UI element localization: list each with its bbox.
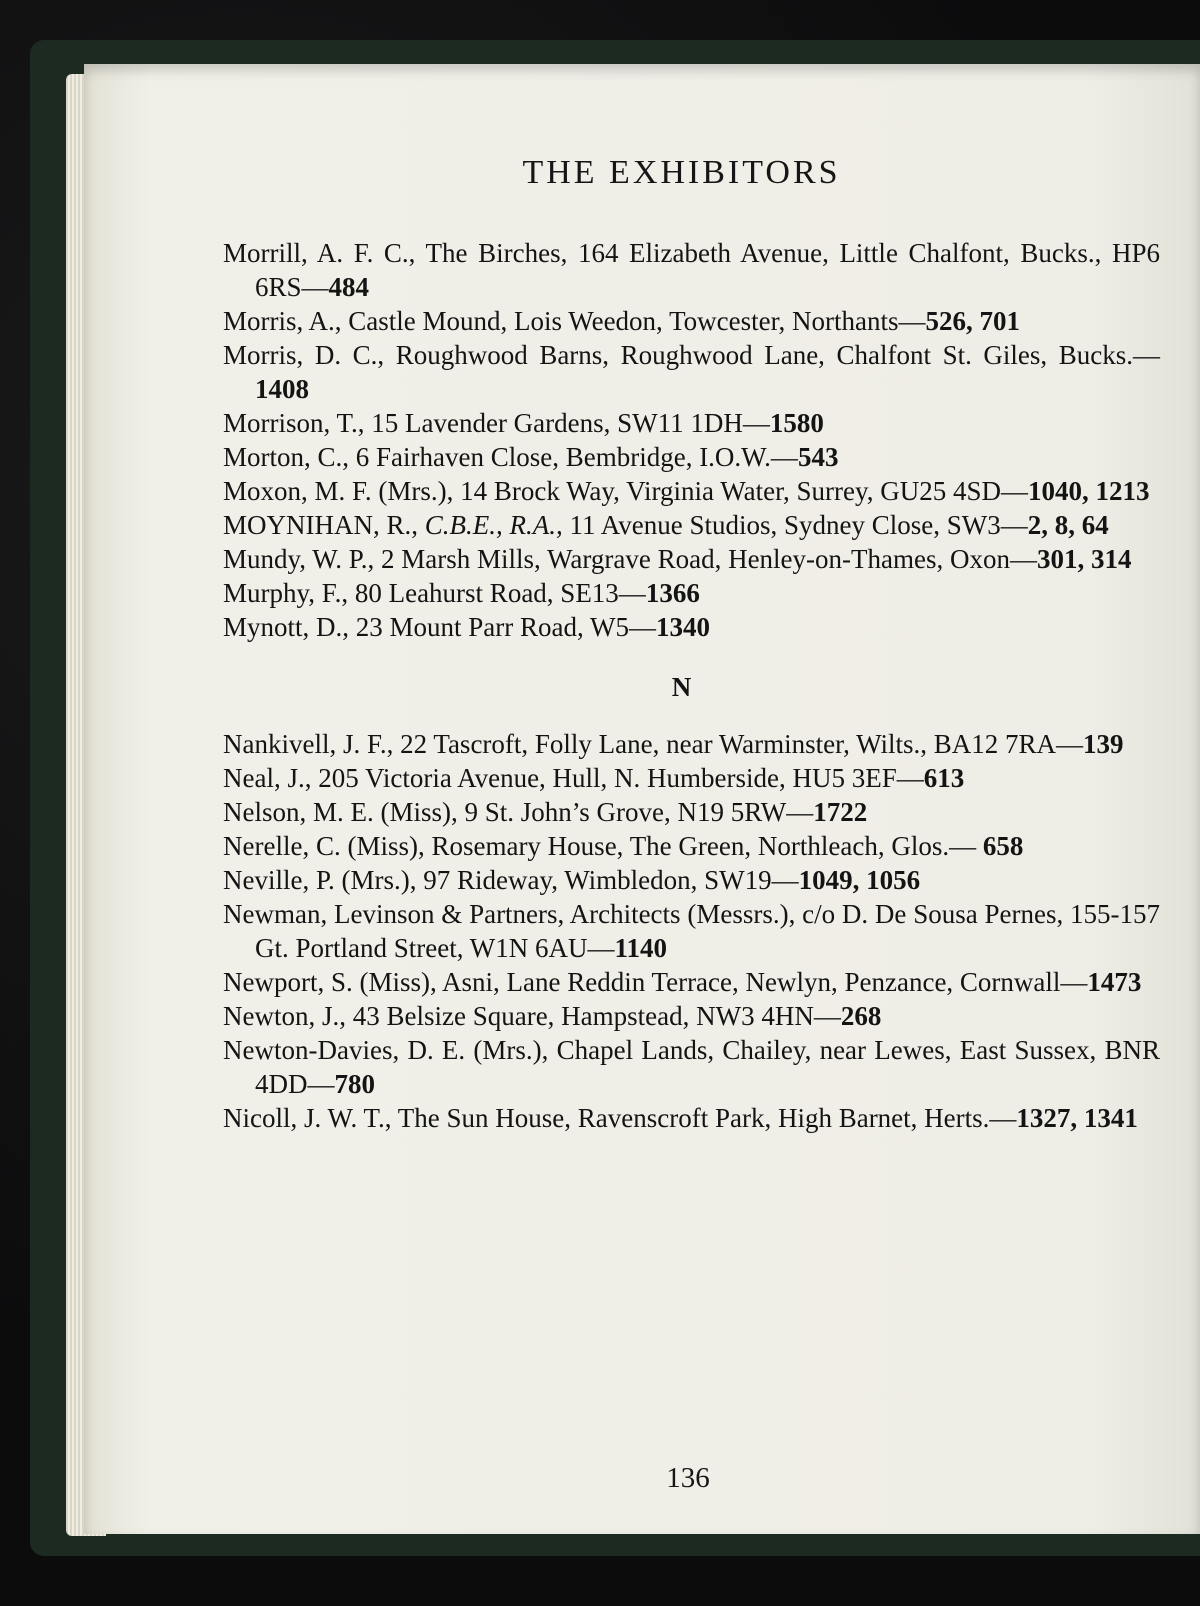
exhibitor-list <box>223 236 1160 1135</box>
list-item: Nicoll, J. W. T., The Sun House, Ravenscroft Park, High Barnet, Herts.—1327, 1341 <box>223 1103 1138 1133</box>
list-item: Morrill, A. F. C., The Birches, 164 Elizabeth Avenue, Little Chalfont, Bucks., HP6 6RS—484 <box>223 238 1160 302</box>
list-item: Neville, P. (Mrs.), 97 Rideway, Wimbledon, SW19—1049, 1056 <box>223 865 921 895</box>
list-item: Morrison, T., 15 Lavender Gardens, SW11 1DH—1580 <box>223 408 824 438</box>
list-item: MOYNIHAN, R., C.B.E., R.A., 11 Avenue Studios, Sydney Close, SW3—2, 8, 64 <box>223 510 1109 540</box>
list-item: Neal, J., 205 Victoria Avenue, Hull, N. Humberside, HU5 3EF—613 <box>223 763 965 793</box>
list-item: Newport, S. (Miss), Asni, Lane Reddin Terrace, Newlyn, Penzance, Cornwall—1473 <box>223 967 1142 997</box>
list-item: Mundy, W. P., 2 Marsh Mills, Wargrave Road, Henley-on-Thames, Oxon—301, 314 <box>223 544 1132 574</box>
list-item: Moxon, M. F. (Mrs.), 14 Brock Way, Virginia Water, Surrey, GU25 4SD—1040, 1213 <box>223 476 1150 506</box>
page-title: THE EXHIBITORS <box>522 154 841 191</box>
list-item: Murphy, F., 80 Leahurst Road, SE13—1366 <box>223 578 700 608</box>
list-item: Mynott, D., 23 Mount Parr Road, W5—1340 <box>223 612 710 642</box>
list-item: Nerelle, C. (Miss), Rosemary House, The Green, Northleach, Glos.— 658 <box>223 831 1024 861</box>
list-item: Newman, Levinson & Partners, Architects (Messrs.), c/o D. De Sousa Pernes, 155-157 Gt. Portland Street, W1N 6AU—1140 <box>223 899 1160 963</box>
list-item: Morris, A., Castle Mound, Lois Weedon, Towcester, Northants—526, 701 <box>223 306 1021 336</box>
list-item: Nelson, M. E. (Miss), 9 St. John’s Grove, N19 5RW—1722 <box>223 797 868 827</box>
list-item: Newton, J., 43 Belsize Square, Hampstead, NW3 4HN—268 <box>223 1001 882 1031</box>
list-item: Nankivell, J. F., 22 Tascroft, Folly Lane, near Warminster, Wilts., BA12 7RA—139 <box>223 729 1124 759</box>
section-letter: N <box>671 672 692 702</box>
list-item: Morris, D. C., Roughwood Barns, Roughwood Lane, Chalfont St. Giles, Bucks.—1408 <box>223 340 1160 404</box>
list-item: Newton-Davies, D. E. (Mrs.), Chapel Lands, Chailey, near Lewes, East Sussex, BNR 4DD—780 <box>223 1035 1160 1099</box>
list-item: Morton, C., 6 Fairhaven Close, Bembridge, I.O.W.—543 <box>223 442 839 472</box>
page-number: 136 <box>666 1462 710 1494</box>
